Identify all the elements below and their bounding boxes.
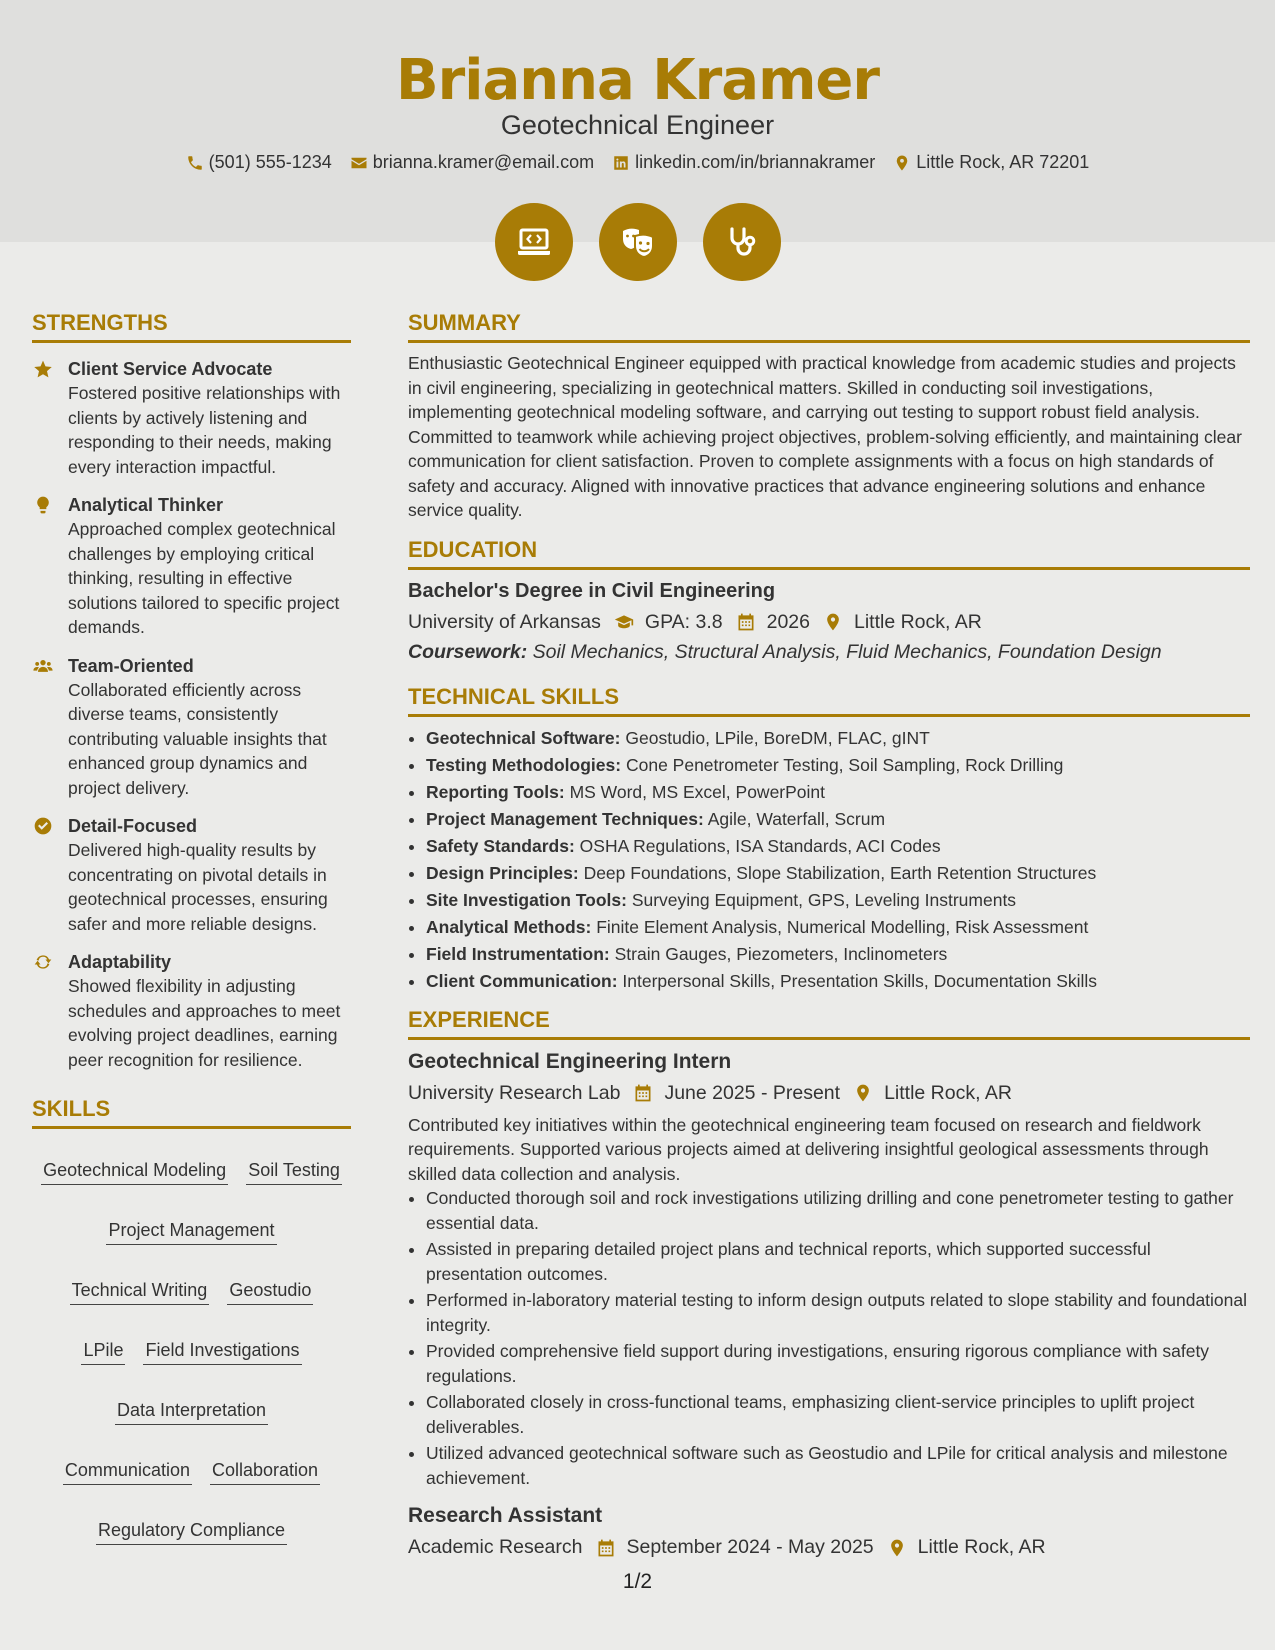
map-pin-icon xyxy=(886,1538,908,1558)
laptop-code-badge xyxy=(495,203,573,281)
list-item: • Reporting Tools: MS Word, MS Excel, PowerPoint xyxy=(426,779,1250,806)
contact-phone[interactable] xyxy=(186,152,332,173)
summary-heading: SUMMARY xyxy=(408,310,1250,343)
job-description: Contributed key initiatives within the geotechnical engineering team focused on research and fieldwork requirements. Supported various projects aimed at delivering insightful geological assessments through skilled data collection and analysis. xyxy=(408,1114,1209,1184)
strength-item xyxy=(32,950,351,1072)
strength-item xyxy=(32,357,351,479)
contact-bar xyxy=(0,152,1275,173)
list-item: • Client Communication: Interpersonal Skills, Presentation Skills, Documentation Skills xyxy=(426,968,1250,995)
users-icon xyxy=(32,656,54,676)
strength-desc: Fostered positive relationships with clients by actively listening and responding to their needs, making every interaction impactful. xyxy=(68,383,341,477)
job-location: Little Rock, AR xyxy=(884,1081,1012,1104)
skill-tag: Project Management xyxy=(106,1219,276,1245)
job-title: Research Assistant xyxy=(408,1504,603,1527)
candidate-name: Brianna Kramer xyxy=(395,48,880,113)
summary-text: Enthusiastic Geotechnical Engineer equipped with practical knowledge from academic studies and projects in civil engineering, specializing in geotechnical matters. Skilled in conducting soil investigations, implementing geotechnical modeling software, and carrying out testing to support robust field analysis. Committed to teamwork while achieving project objectives, problem-solving efficiently, and maintaining clear communication for client satisfaction. Proven to complete assignments with a focus on high standards of safety and accuracy. Aligned with innovative practices that advance engineering solutions and enhance service quality. xyxy=(408,353,1242,520)
list-item: • Collaborated closely in cross-functional teams, emphasizing client-service principles to uplift project deliverables. xyxy=(426,1390,1250,1439)
education-meta xyxy=(408,611,1250,634)
lightbulb-icon xyxy=(32,495,54,515)
skill-tag: Technical Writing xyxy=(70,1279,210,1305)
sync-icon xyxy=(32,952,54,972)
strength-title: Adaptability xyxy=(68,952,172,972)
candidate-title: Geotechnical Engineer xyxy=(500,110,775,140)
coursework-list: Soil Mechanics, Structural Analysis, Fluid Mechanics, Foundation Design xyxy=(532,640,1162,663)
phone-icon xyxy=(186,154,204,172)
coursework-label: Coursework: xyxy=(408,640,528,663)
job-dates: September 2024 - May 2025 xyxy=(626,1536,874,1558)
job-meta xyxy=(408,1536,1250,1559)
list-item: • Testing Methodologies: Cone Penetrometer Testing, Soil Sampling, Rock Drilling xyxy=(426,752,1250,779)
job-org: University Research Lab xyxy=(408,1081,621,1104)
technical-skills-heading: TECHNICAL SKILLS xyxy=(408,684,1250,717)
skills-tags xyxy=(32,1141,351,1545)
strengths-heading: STRENGTHS xyxy=(32,310,351,343)
skill-tag: Soil Testing xyxy=(246,1159,342,1185)
strength-title: Team-Oriented xyxy=(68,655,194,676)
check-circle-icon xyxy=(32,816,54,836)
phone-text: (501) 555-1234 xyxy=(208,152,332,172)
email-text: brianna.kramer@email.com xyxy=(372,152,595,172)
strength-title: Analytical Thinker xyxy=(68,495,224,515)
list-item: • Site Investigation Tools: Surveying Equipment, GPS, Leveling Instruments xyxy=(426,887,1250,914)
graduation-cap-icon xyxy=(613,612,635,632)
laptop-code-icon xyxy=(514,222,554,262)
map-pin-icon xyxy=(852,1083,874,1103)
skill-tag: Collaboration xyxy=(210,1459,320,1485)
calendar-icon xyxy=(595,1538,617,1558)
technical-skills-list xyxy=(408,725,1250,995)
skill-tag: Data Interpretation xyxy=(115,1399,268,1425)
list-item: • Geotechnical Software: Geostudio, LPile, BoreDM, FLAC, gINT xyxy=(426,725,1250,752)
strength-item xyxy=(32,654,351,801)
list-item: • Conducted thorough soil and rock investigations utilizing drilling and cone penetrometer testing to gather essential data. xyxy=(426,1186,1250,1235)
strength-item xyxy=(32,493,351,640)
stethoscope-badge xyxy=(703,203,781,281)
experience-heading: EXPERIENCE xyxy=(408,1007,1250,1040)
calendar-icon xyxy=(632,1083,654,1103)
right-column xyxy=(408,310,1250,1559)
strength-title: Detail-Focused xyxy=(68,816,198,836)
grad-year: 2026 xyxy=(766,610,810,633)
coursework xyxy=(408,641,1250,664)
strength-title: Client Service Advocate xyxy=(68,359,273,379)
job-dates: June 2025 - Present xyxy=(664,1081,841,1104)
theater-masks-badge xyxy=(599,203,677,281)
location-text: Little Rock, AR 72201 xyxy=(916,152,1090,172)
school-name: University of Arkansas xyxy=(408,610,601,633)
job-location: Little Rock, AR xyxy=(917,1536,1046,1558)
skill-tag: Geotechnical Modeling xyxy=(41,1159,228,1185)
list-item: • Performed in-laboratory material testing to inform design outputs related to slope stability and foundational integrity. xyxy=(426,1288,1250,1337)
gpa: GPA: 3.8 xyxy=(644,610,723,633)
strength-desc: Approached complex geotechnical challenges by employing critical thinking, resulting in effective solutions tailored to specific project demands. xyxy=(68,519,340,637)
strength-desc: Showed flexibility in adjusting schedules and approaches to meet evolving project deadlines, earning peer recognition for resilience. xyxy=(68,976,341,1070)
envelope-icon xyxy=(350,154,368,172)
linkedin-text: linkedin.com/in/briannakramer xyxy=(635,152,876,172)
list-item: • Field Instrumentation: Strain Gauges, Piezometers, Inclinometers xyxy=(426,941,1250,968)
skill-tag: Field Investigations xyxy=(143,1339,301,1365)
job-meta xyxy=(408,1082,1250,1105)
left-column xyxy=(32,310,351,1545)
list-item: • Utilized advanced geotechnical software such as Geostudio and LPile for critical analysis and milestone achievement. xyxy=(426,1441,1250,1490)
strength-desc: Delivered high-quality results by concentrating on pivotal details in geotechnical processes, ensuring safer and more reliable designs. xyxy=(68,840,328,934)
contact-location xyxy=(893,152,1089,173)
job-bullets xyxy=(408,1186,1250,1490)
calendar-icon xyxy=(735,612,757,632)
skill-tag: Regulatory Compliance xyxy=(96,1519,287,1545)
skill-tag: LPile xyxy=(81,1339,125,1365)
interest-badges xyxy=(0,203,1275,281)
list-item: • Analytical Methods: Finite Element Analysis, Numerical Modelling, Risk Assessment xyxy=(426,914,1250,941)
map-pin-icon xyxy=(893,154,911,172)
school-location: Little Rock, AR xyxy=(853,610,982,633)
list-item: • Safety Standards: OSHA Regulations, ISA Standards, ACI Codes xyxy=(426,833,1250,860)
strength-desc: Collaborated efficiently across diverse teams, consistently contributing valuable insights that enhanced group dynamics and project delivery. xyxy=(68,679,327,798)
stethoscope-icon xyxy=(722,222,762,262)
page-number: 1/2 xyxy=(622,1570,653,1593)
degree-title: Bachelor's Degree in Civil Engineering xyxy=(408,579,776,602)
contact-email[interactable] xyxy=(350,152,594,173)
list-item: • Design Principles: Deep Foundations, Slope Stabilization, Earth Retention Structures xyxy=(426,860,1250,887)
theater-masks-icon xyxy=(618,222,658,262)
strength-item xyxy=(32,814,351,936)
job-org: Academic Research xyxy=(408,1536,583,1558)
job-title: Geotechnical Engineering Intern xyxy=(408,1049,732,1073)
skill-tag: Communication xyxy=(63,1459,192,1485)
skill-tag: Geostudio xyxy=(227,1279,313,1305)
skills-heading: SKILLS xyxy=(32,1096,351,1129)
list-item: • Provided comprehensive field support during investigations, ensuring rigorous compliance with safety regulations. xyxy=(426,1339,1250,1388)
contact-linkedin[interactable] xyxy=(612,152,875,173)
list-item: • Project Management Techniques: Agile, Waterfall, Scrum xyxy=(426,806,1250,833)
linkedin-icon xyxy=(612,154,630,172)
list-item: • Assisted in preparing detailed project plans and technical reports, which supported successful presentation outcomes. xyxy=(426,1237,1250,1286)
map-pin-icon xyxy=(822,612,844,632)
star-icon xyxy=(32,359,54,379)
education-heading: EDUCATION xyxy=(408,537,1250,570)
